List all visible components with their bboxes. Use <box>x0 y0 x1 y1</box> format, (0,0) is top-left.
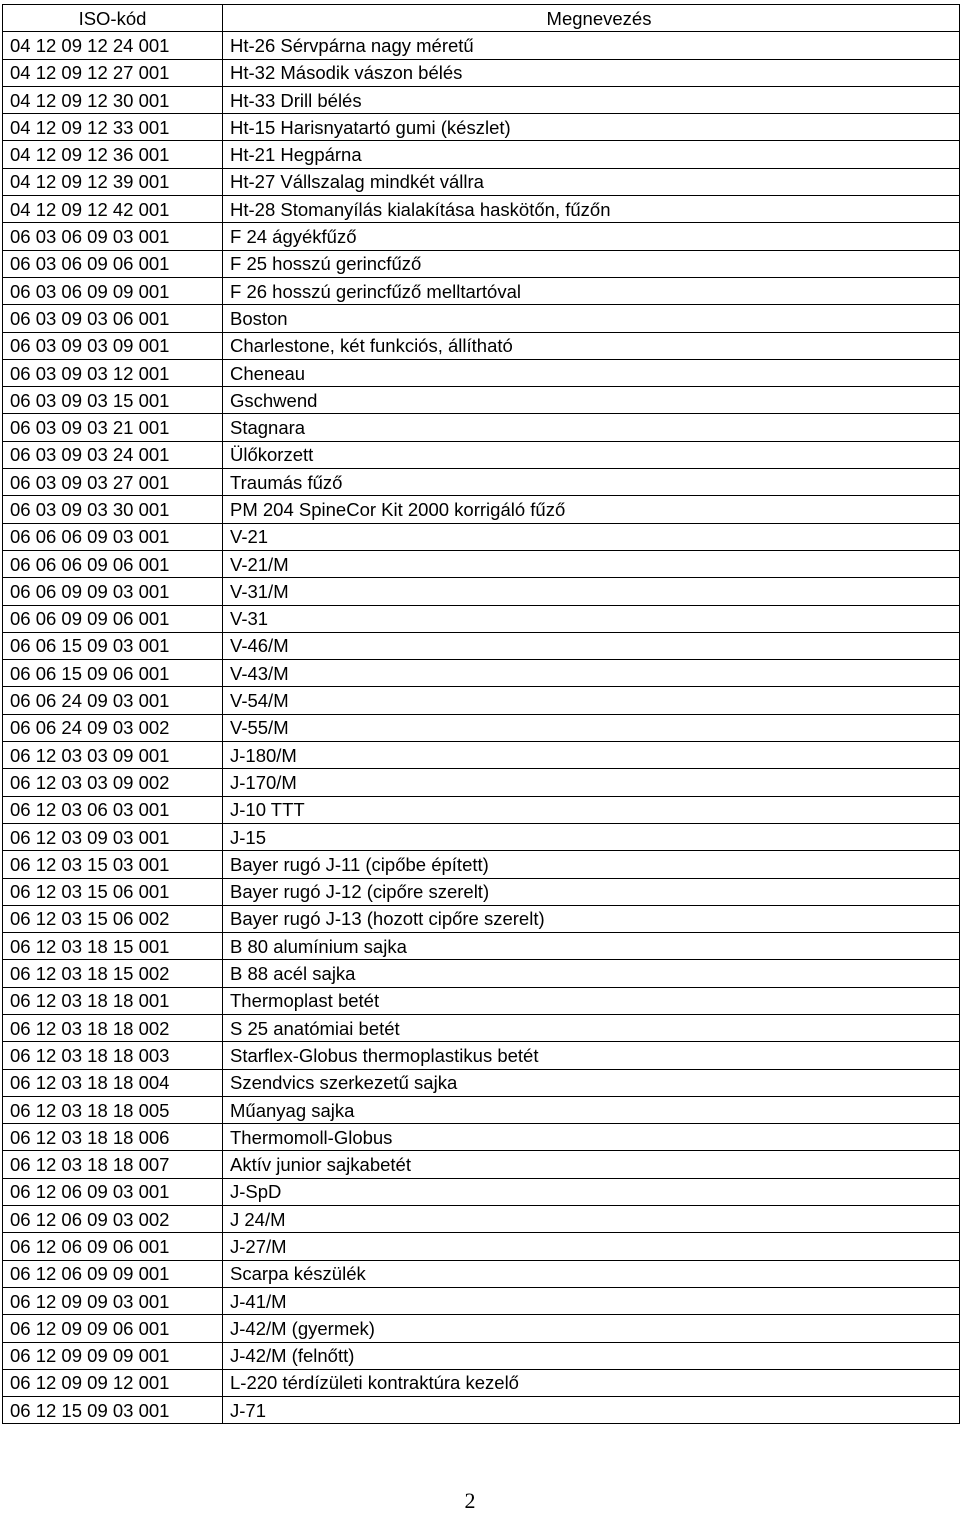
name-cell: Szendvics szerkezetű sajka <box>223 1069 960 1096</box>
name-cell: F 26 hosszú gerincfűző melltartóval <box>223 277 960 304</box>
table-row <box>3 660 960 687</box>
table-body <box>3 32 960 1424</box>
iso-code-cell: 06 06 24 09 03 001 <box>3 687 223 714</box>
iso-code-cell: 04 12 09 12 42 001 <box>3 196 223 223</box>
name-cell: PM 204 SpineCor Kit 2000 korrigáló fűző <box>223 496 960 523</box>
table-row <box>3 1014 960 1041</box>
header-name: Megnevezés <box>223 5 960 32</box>
iso-code-cell: 06 03 06 09 09 001 <box>3 277 223 304</box>
iso-code-cell: 06 03 09 03 06 001 <box>3 305 223 332</box>
name-cell: Aktív junior sajkabetét <box>223 1151 960 1178</box>
table-row <box>3 1096 960 1123</box>
name-cell: Traumás fűző <box>223 469 960 496</box>
table-row <box>3 987 960 1014</box>
iso-code-cell: 06 12 06 09 09 001 <box>3 1260 223 1287</box>
name-cell: Műanyag sajka <box>223 1096 960 1123</box>
iso-code-cell: 06 03 06 09 06 001 <box>3 250 223 277</box>
name-cell: V-54/M <box>223 687 960 714</box>
table-row <box>3 632 960 659</box>
table-row <box>3 605 960 632</box>
table-row <box>3 196 960 223</box>
table-row <box>3 878 960 905</box>
table-row <box>3 387 960 414</box>
iso-code-cell: 06 12 06 09 06 001 <box>3 1233 223 1260</box>
table-row <box>3 277 960 304</box>
name-cell: J-15 <box>223 823 960 850</box>
table-row <box>3 332 960 359</box>
table-row <box>3 851 960 878</box>
table-row <box>3 742 960 769</box>
iso-code-cell: 06 12 09 09 09 001 <box>3 1342 223 1369</box>
name-cell: V-55/M <box>223 714 960 741</box>
table-row <box>3 86 960 113</box>
iso-code-cell: 06 06 06 09 06 001 <box>3 550 223 577</box>
table-row <box>3 550 960 577</box>
table-row <box>3 1233 960 1260</box>
name-cell: Scarpa készülék <box>223 1260 960 1287</box>
table-row <box>3 796 960 823</box>
iso-code-table <box>2 4 960 1424</box>
name-cell: Boston <box>223 305 960 332</box>
name-cell: B 88 acél sajka <box>223 960 960 987</box>
table-row <box>3 714 960 741</box>
table-row <box>3 496 960 523</box>
name-cell: J-41/M <box>223 1287 960 1314</box>
iso-code-cell: 06 12 03 15 03 001 <box>3 851 223 878</box>
iso-code-cell: 04 12 09 12 33 001 <box>3 114 223 141</box>
table-row <box>3 32 960 59</box>
name-cell: Ht-33 Drill bélés <box>223 86 960 113</box>
table-row <box>3 359 960 386</box>
name-cell: Ht-27 Vállszalag mindkét vállra <box>223 168 960 195</box>
iso-code-cell: 06 03 09 03 15 001 <box>3 387 223 414</box>
name-cell: J-42/M (felnőtt) <box>223 1342 960 1369</box>
table-row <box>3 59 960 86</box>
iso-code-cell: 06 12 03 03 09 002 <box>3 769 223 796</box>
name-cell: V-43/M <box>223 660 960 687</box>
name-cell: Ht-26 Sérvpárna nagy méretű <box>223 32 960 59</box>
iso-code-cell: 06 12 03 18 15 002 <box>3 960 223 987</box>
name-cell: J-180/M <box>223 742 960 769</box>
iso-code-cell: 06 03 09 03 09 001 <box>3 332 223 359</box>
iso-code-cell: 06 12 03 18 18 003 <box>3 1042 223 1069</box>
table-row <box>3 1260 960 1287</box>
iso-code-cell: 06 12 09 09 12 001 <box>3 1369 223 1396</box>
table-row <box>3 1206 960 1233</box>
table-row <box>3 687 960 714</box>
iso-code-cell: 06 03 09 03 30 001 <box>3 496 223 523</box>
table-row <box>3 578 960 605</box>
table-row <box>3 1397 960 1424</box>
table-row <box>3 1287 960 1314</box>
table-row <box>3 769 960 796</box>
name-cell: F 25 hosszú gerincfűző <box>223 250 960 277</box>
name-cell: Thermoplast betét <box>223 987 960 1014</box>
name-cell: Ülőkorzett <box>223 441 960 468</box>
iso-code-cell: 06 12 03 06 03 001 <box>3 796 223 823</box>
iso-code-cell: 06 12 03 18 15 001 <box>3 933 223 960</box>
name-cell: J-170/M <box>223 769 960 796</box>
name-cell: J-10 TTT <box>223 796 960 823</box>
iso-code-cell: 06 12 03 09 03 001 <box>3 823 223 850</box>
iso-code-cell: 06 06 09 09 03 001 <box>3 578 223 605</box>
name-cell: Gschwend <box>223 387 960 414</box>
table-row <box>3 823 960 850</box>
table-row <box>3 469 960 496</box>
name-cell: Ht-21 Hegpárna <box>223 141 960 168</box>
name-cell: Bayer rugó J-11 (cipőbe épített) <box>223 851 960 878</box>
table-row <box>3 141 960 168</box>
table-row <box>3 1124 960 1151</box>
iso-code-cell: 06 12 15 09 03 001 <box>3 1397 223 1424</box>
table-row <box>3 1369 960 1396</box>
iso-code-cell: 06 06 06 09 03 001 <box>3 523 223 550</box>
iso-code-cell: 06 12 03 18 18 001 <box>3 987 223 1014</box>
table-row <box>3 441 960 468</box>
table-row <box>3 305 960 332</box>
name-cell: Cheneau <box>223 359 960 386</box>
table-row <box>3 223 960 250</box>
iso-code-cell: 04 12 09 12 39 001 <box>3 168 223 195</box>
table-row <box>3 933 960 960</box>
name-cell: Charlestone, két funkciós, állítható <box>223 332 960 359</box>
name-cell: Bayer rugó J-12 (cipőre szerelt) <box>223 878 960 905</box>
iso-code-cell: 06 06 09 09 06 001 <box>3 605 223 632</box>
name-cell: J-71 <box>223 1397 960 1424</box>
iso-code-cell: 06 12 09 09 03 001 <box>3 1287 223 1314</box>
table-row <box>3 168 960 195</box>
iso-code-cell: 06 12 06 09 03 002 <box>3 1206 223 1233</box>
name-cell: Ht-32 Második vászon bélés <box>223 59 960 86</box>
table-header-row <box>3 5 960 32</box>
iso-code-cell: 06 06 15 09 06 001 <box>3 660 223 687</box>
iso-code-cell: 06 03 09 03 21 001 <box>3 414 223 441</box>
name-cell: B 80 alumínium sajka <box>223 933 960 960</box>
table-row <box>3 1042 960 1069</box>
table-row <box>3 523 960 550</box>
iso-code-cell: 06 12 03 18 18 006 <box>3 1124 223 1151</box>
table-row <box>3 905 960 932</box>
iso-code-cell: 06 03 06 09 03 001 <box>3 223 223 250</box>
iso-code-cell: 06 06 24 09 03 002 <box>3 714 223 741</box>
name-cell: Thermomoll-Globus <box>223 1124 960 1151</box>
table-row <box>3 250 960 277</box>
name-cell: F 24 ágyékfűző <box>223 223 960 250</box>
table-row <box>3 1315 960 1342</box>
iso-code-cell: 06 12 03 18 18 005 <box>3 1096 223 1123</box>
page-number: 2 <box>464 1488 476 1513</box>
iso-code-cell: 06 12 09 09 06 001 <box>3 1315 223 1342</box>
table-row <box>3 114 960 141</box>
name-cell: J 24/M <box>223 1206 960 1233</box>
iso-code-cell: 06 12 03 18 18 002 <box>3 1014 223 1041</box>
iso-code-cell: 04 12 09 12 30 001 <box>3 86 223 113</box>
iso-code-cell: 04 12 09 12 36 001 <box>3 141 223 168</box>
name-cell: V-31/M <box>223 578 960 605</box>
name-cell: J-27/M <box>223 1233 960 1260</box>
name-cell: Stagnara <box>223 414 960 441</box>
iso-code-cell: 06 12 03 15 06 002 <box>3 905 223 932</box>
name-cell: V-46/M <box>223 632 960 659</box>
iso-code-cell: 06 12 03 15 06 001 <box>3 878 223 905</box>
header-iso-code: ISO-kód <box>3 5 223 32</box>
name-cell: V-31 <box>223 605 960 632</box>
iso-code-cell: 06 12 06 09 03 001 <box>3 1178 223 1205</box>
table-row <box>3 414 960 441</box>
table-row <box>3 1151 960 1178</box>
iso-code-cell: 04 12 09 12 27 001 <box>3 59 223 86</box>
iso-code-cell: 06 12 03 18 18 004 <box>3 1069 223 1096</box>
table-row <box>3 1342 960 1369</box>
iso-code-cell: 06 03 09 03 12 001 <box>3 359 223 386</box>
name-cell: J-42/M (gyermek) <box>223 1315 960 1342</box>
name-cell: Starflex-Globus thermoplastikus betét <box>223 1042 960 1069</box>
name-cell: Bayer rugó J-13 (hozott cipőre szerelt) <box>223 905 960 932</box>
name-cell: Ht-15 Harisnyatartó gumi (készlet) <box>223 114 960 141</box>
table-row <box>3 1069 960 1096</box>
name-cell: J-SpD <box>223 1178 960 1205</box>
iso-code-cell: 06 03 09 03 27 001 <box>3 469 223 496</box>
table-row <box>3 960 960 987</box>
iso-code-cell: 06 06 15 09 03 001 <box>3 632 223 659</box>
iso-code-cell: 06 03 09 03 24 001 <box>3 441 223 468</box>
name-cell: Ht-28 Stomanyílás kialakítása haskötőn, fűzőn <box>223 196 960 223</box>
iso-code-cell: 04 12 09 12 24 001 <box>3 32 223 59</box>
name-cell: V-21/M <box>223 550 960 577</box>
name-cell: L-220 térdízületi kontraktúra kezelő <box>223 1369 960 1396</box>
table-row <box>3 1178 960 1205</box>
iso-code-cell: 06 12 03 18 18 007 <box>3 1151 223 1178</box>
name-cell: S 25 anatómiai betét <box>223 1014 960 1041</box>
name-cell: V-21 <box>223 523 960 550</box>
iso-code-cell: 06 12 03 03 09 001 <box>3 742 223 769</box>
